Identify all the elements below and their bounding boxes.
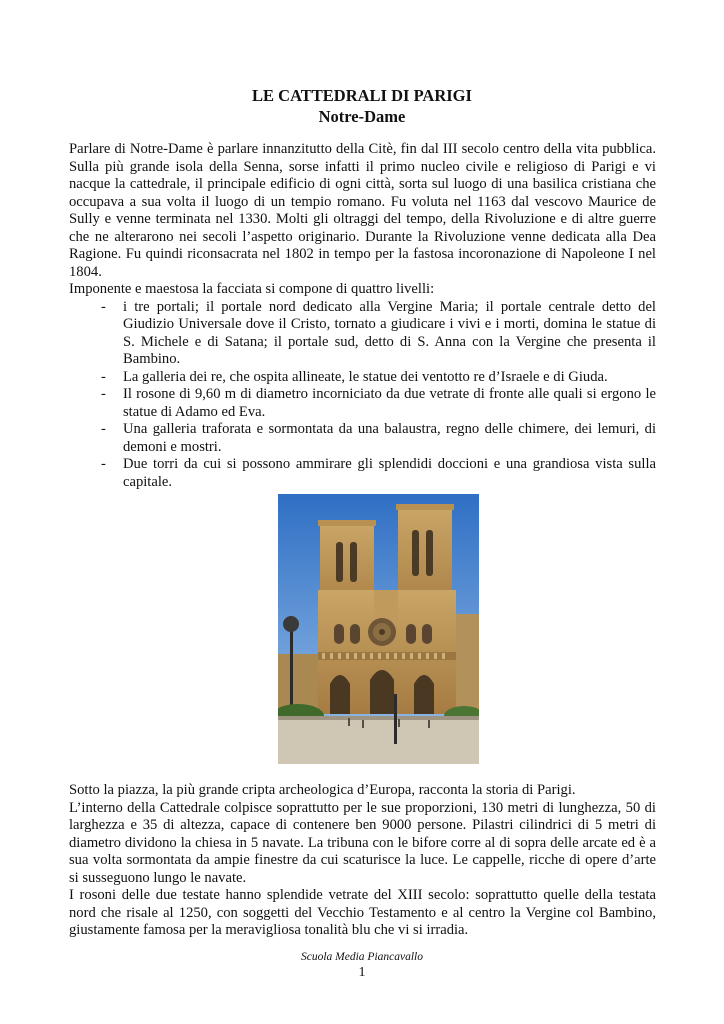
interior-paragraph: L’interno della Cattedrale colpisce soprattutto per le sue proporzioni, 130 metri di lunghezza, 50 di larghezza e 35 di altezza, capace di contenere ben 9000 persone. Pilastri cilindrici di 5 metri di diametro dividono la chiesa in 5 navate. La tribuna con le bifore corre al di sopra delle arcate ed è a sua volta sormontata da ampie finestre da cui scaturisce la luce. Le cappelle, ricche di opere d’arte si susseguono lungo le navate. [69, 799, 656, 886]
list-item: - i tre portali; il portale nord dedicato alla Vergine Maria; il portale centrale detto del Giudizio Universale dove il Cristo, tornato a giudicare i vivi e i morti, domina le statue di S. Michele e di Satana; il portale sud, detto di S. Anna con la Vergine che presenta il Bambino. [101, 298, 656, 367]
notre-dame-photo [278, 494, 479, 764]
list-item: - Una galleria traforata e sormontata da una balaustra, regno delle chimere, dei lemuri, di demoni e mostri. [101, 421, 656, 455]
list-dash: - [101, 368, 106, 385]
page-title: LE CATTEDRALI DI PARIGI [252, 86, 472, 105]
crypt-paragraph: Sotto la piazza, la più grande cripta archeologica d’Europa, racconta la storia di Parigi. [69, 782, 576, 798]
intro-paragraph: Parlare di Notre-Dame è parlare innanzitutto della Citè, fin dal III secolo centro della vita pubblica. Sulla più grande isola della Senna, sorse infatti il primo nucleo civile e religioso di Parigi e vi nacque la cattedrale, il principale edificio di ogni città, sorta sul luogo di una basilica cristiana che occupava a sua volta il luogo di un tempio romano. Fu voluta nel 1163 dal vescovo Maurice de Sully e venne terminata nel 1330. Molti gli oltraggi del tempo, della Rivoluzione e di altre guerre che ne alterarono nei secoli l’aspetto originario. Durante la Rivoluzione venne dedicata alla Dea Ragione. Fu quindi riconsacrata nel 1802 in tempo per la fastosa incoronazione di Napoleone I nel 1804. [69, 141, 656, 280]
list-dash: - [101, 421, 106, 437]
facade-intro-paragraph: Imponente e maestosa la facciata si compone di quattro livelli: [69, 281, 435, 297]
list-item: - Due torri da cui si possono ammirare gli splendidi doccioni e una grandiosa vista sulla capitale. [101, 456, 656, 490]
list-dash: - [101, 298, 106, 315]
page-number: 1 [358, 965, 366, 980]
list-dash: - [101, 456, 106, 472]
list-dash: - [101, 386, 106, 402]
intro-section [69, 141, 656, 491]
footer-school: Scuola Media Piancavallo [301, 951, 423, 963]
list-item: - Il rosone di 9,60 m di diametro incorniciato da due vetrate di fronte alle quali si ergono le statue di Adamo ed Eva. [101, 386, 656, 420]
page-subtitle: Notre-Dame [318, 107, 406, 126]
facade-levels-list [69, 299, 656, 492]
after-section [69, 782, 656, 940]
list-item: - La galleria dei re, che ospita allineate, le statue dei ventotto re d’Israele e di Giuda. [101, 368, 608, 385]
rose-windows-paragraph: I rosoni delle due testate hanno splendide vetrate del XIII secolo: soprattutto quelle della testata nord che risale al 1250, con soggetti del Vecchio Testamento e al centro la Vergine col Bambino, giustamente famosa per la meravigliosa tonalità blu che vi si irradia. [69, 887, 656, 938]
